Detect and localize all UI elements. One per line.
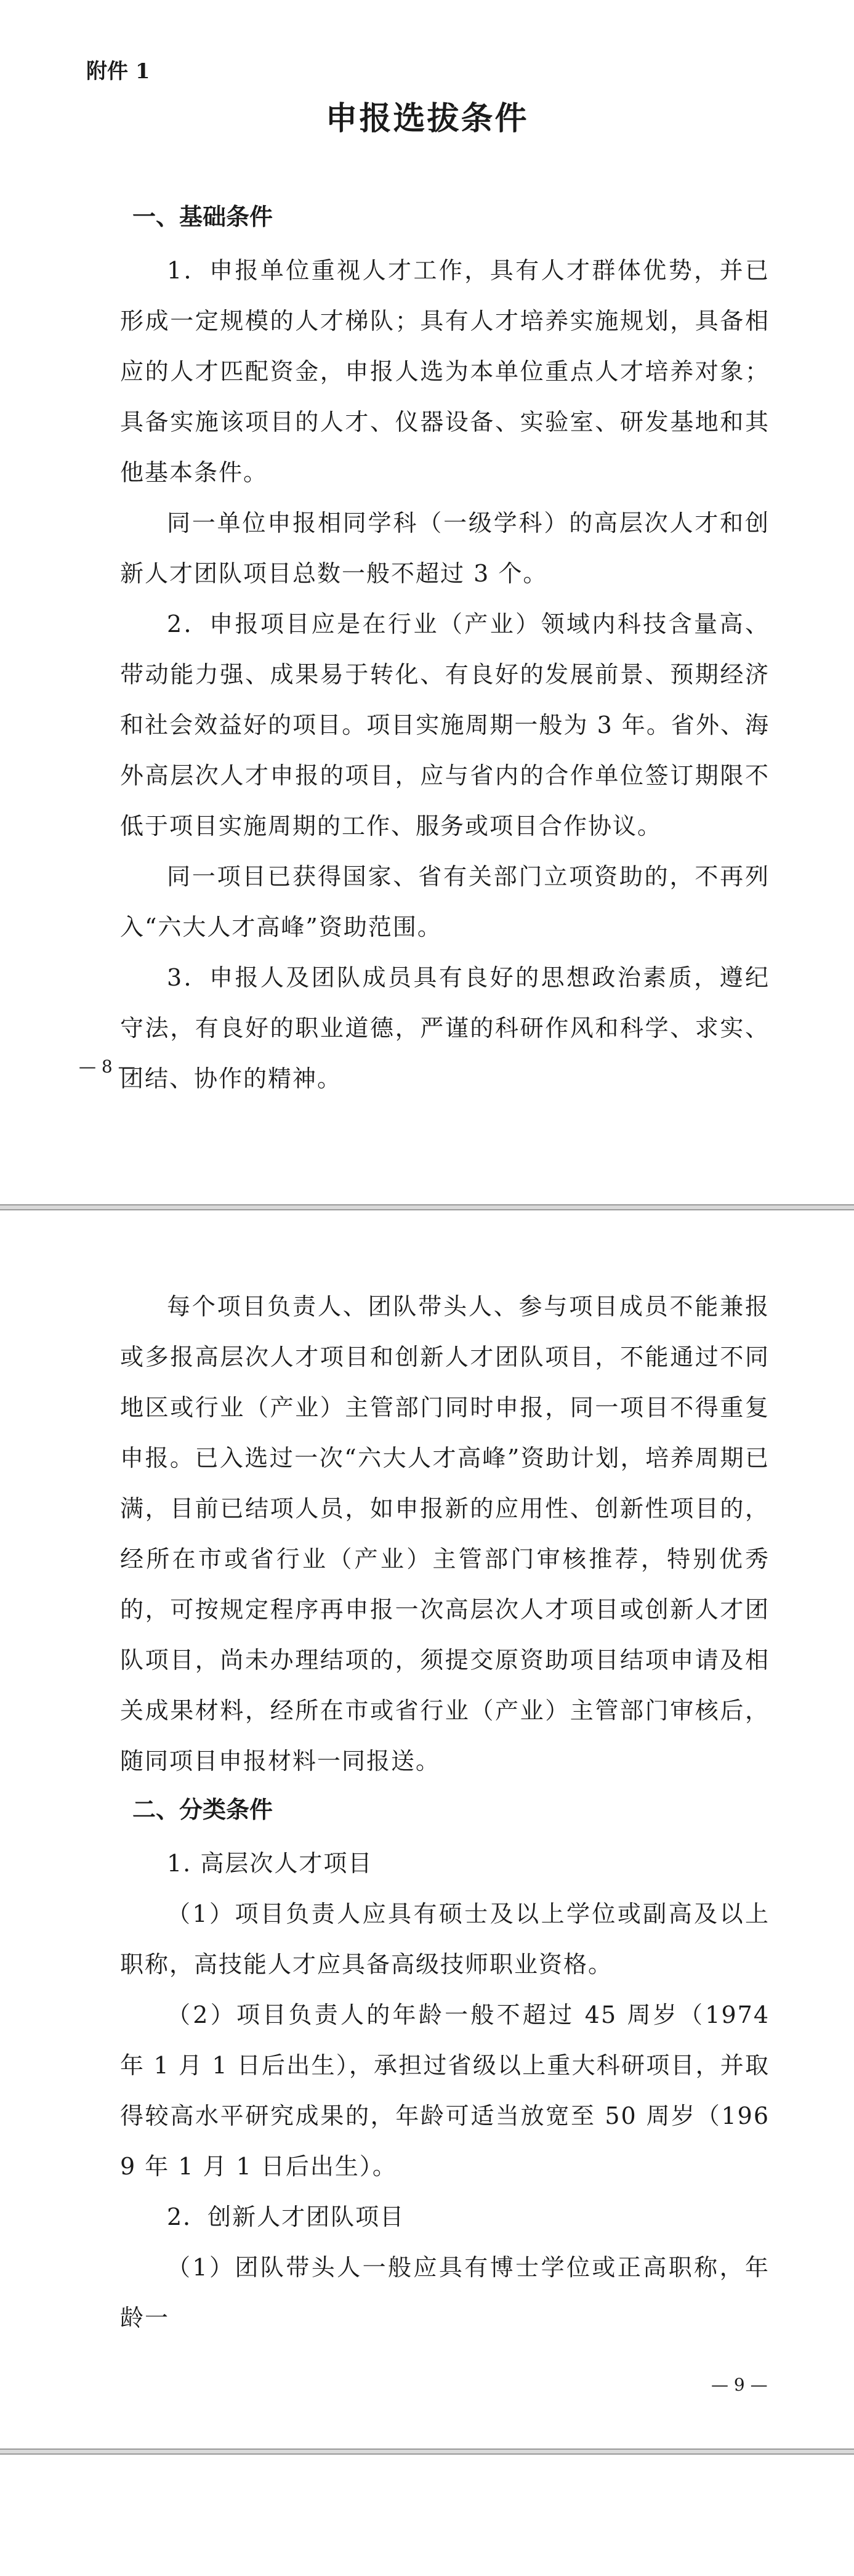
list-item: （1）项目负责人应具有硕士及以上学位或副高及以上职称，高技能人才应具备高级技师职业资格。 xyxy=(120,1900,770,1978)
paragraph: 2．申报项目应是在行业（产业）领域内科技含量高、带动能力强、成果易于转化、有良好的发展前景、预期经济和社会效益好的项目。项目实施周期一般为 3 年。省外、海外高层次人才申报的项目，应与省内的合作单位签订期限不低于项目实施周期的工作、服务或项目合作协议。 xyxy=(120,610,770,840)
page-separator xyxy=(0,1204,854,1210)
page-8-body xyxy=(120,197,770,1104)
annex-label: 附件 1 xyxy=(86,59,150,84)
page-separator xyxy=(0,2448,854,2455)
paragraph: 1．申报单位重视人才工作，具有人才群体优势，并已形成一定规模的人才梯队；具有人才培养实施规划，具备相应的人才匹配资金，申报人选为本单位重点人才培养对象；具备实施该项目的人才、仪器设备、实验室、研发基地和其他基本条件。 xyxy=(120,257,770,486)
paragraph: 同一项目已获得国家、省有关部门立项资助的，不再列入“六大人才高峰”资助范围。 xyxy=(120,863,770,941)
subsection-title: 1. 高层次人才项目 xyxy=(167,1850,373,1877)
document-page-8 xyxy=(0,0,854,1204)
paragraph: 同一单位申报相同学科（一级学科）的高层次人才和创新人才团队项目总数一般不超过 3 个。 xyxy=(120,509,770,587)
paragraph: 3．申报人及团队成员具有良好的思想政治素质，遵纪守法，有良好的职业道德，严谨的科研作风和科学、求实、团结、协作的精神。 xyxy=(120,964,770,1092)
list-item: （1）团队带头人一般应具有博士学位或正高职称，年龄一 xyxy=(120,2254,770,2331)
page-number: — 8 — xyxy=(79,1056,135,1077)
list-item: （2）项目负责人的年龄一般不超过 45 周岁（1974 年 1 月 1 日后出生），承担过省级以上重大科研项目，并取得较高水平研究成果的，年龄可适当放宽至 50 周岁（1969 年 1 月 1 日后出生）。 xyxy=(120,2001,770,2180)
section-heading-basic: 一、基础条件 xyxy=(132,203,273,230)
page-9-body xyxy=(120,1281,770,2343)
document-title: 申报选拔条件 xyxy=(325,100,529,137)
subsection-title: 2．创新人才团队项目 xyxy=(167,2203,405,2230)
section-heading-category: 二、分类条件 xyxy=(132,1796,273,1823)
page-number: — 9 — xyxy=(711,2375,768,2395)
paragraph: 每个项目负责人、团队带头人、参与项目成员不能兼报或多报高层次人才项目和创新人才团队项目，不能通过不同地区或行业（产业）主管部门同时申报，同一项目不得重复申报。已入选过一次“六大人才高峰”资助计划，培养周期已满，目前已结项人员，如申报新的应用性、创新性项目的，经所在市或省行业（产业）主管部门审核推荐，特别优秀的，可按规定程序再申报一次高层次人才项目或创新人才团队项目，尚未办理结项的，须提交原资助项目结项申请及相关成果材料，经所在市或省行业（产业）主管部门审核后，随同项目申报材料一同报送。 xyxy=(120,1293,770,1775)
